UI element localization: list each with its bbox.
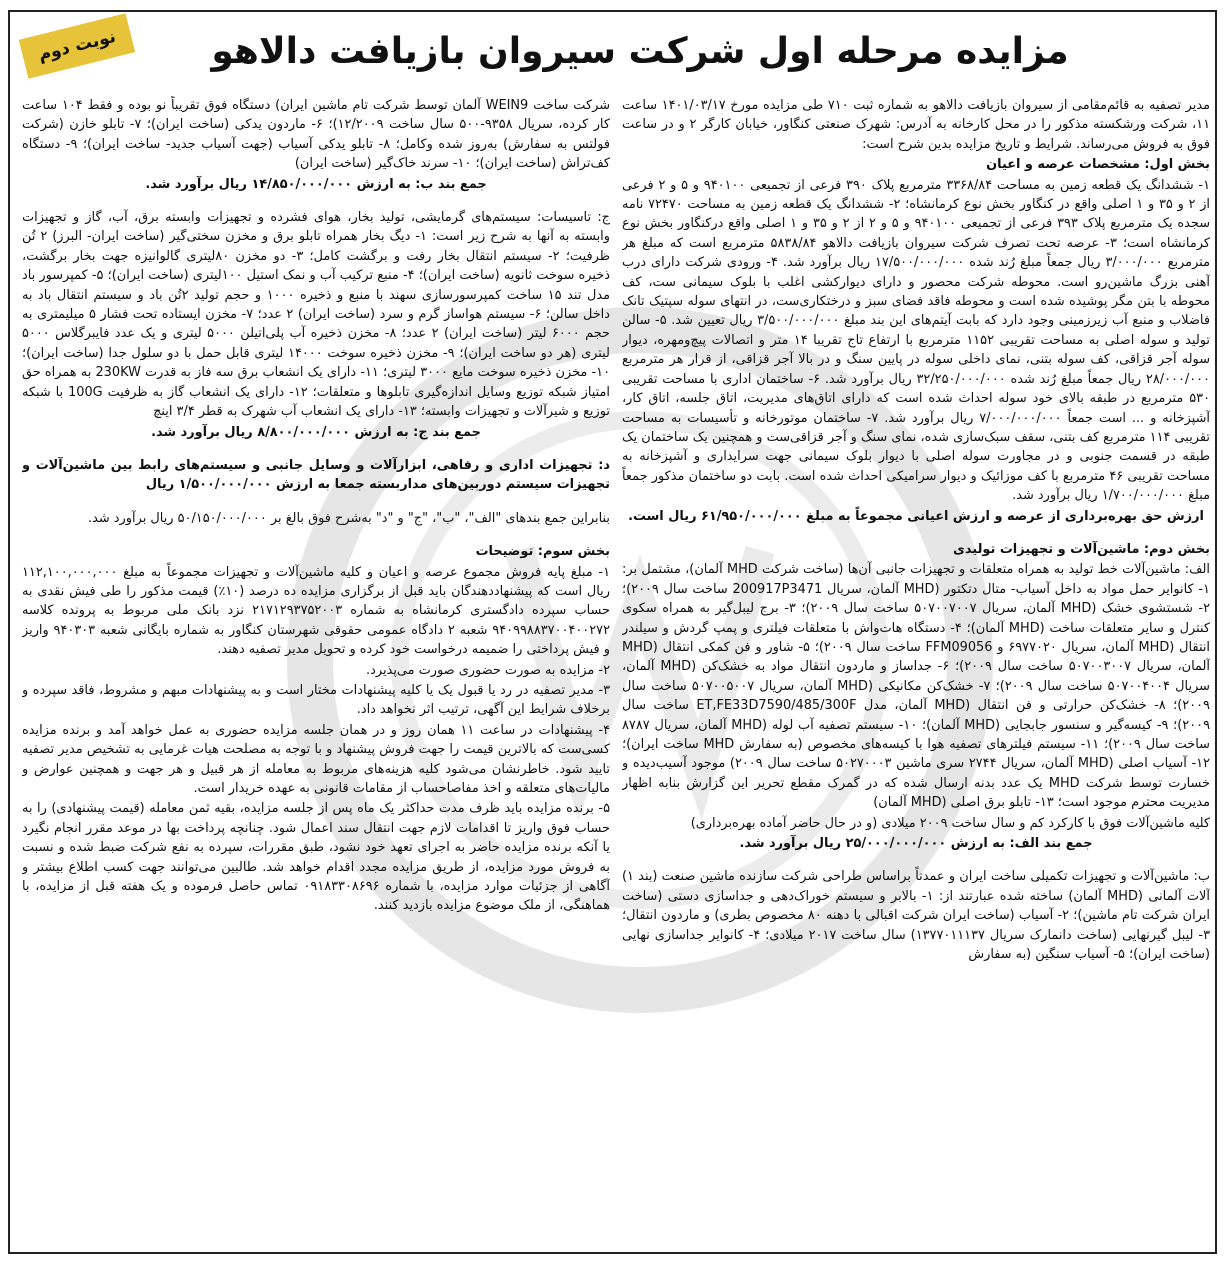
part-a-total: جمع بند الف: به ارزش ۲۵/۰۰۰/۰۰۰/۰۰۰ ریال برآورد شد.: [739, 836, 1093, 852]
intro-paragraph: مدیر تصفیه به قائم‌مقامی از سیروان بازیافت دالاهو به شماره ثبت ۷۱۰ طی مزایده مورخ ۱۴۰۱/۰۳/۱۷ ساعت ۱۱، شرکت ورشکسته مذکور را در محل کارخانه به آدرس: شهرک صنعتی کنگاور، خیابان کارگر ۲ و در ساعت فوق به فروش می‌رساند. شرایط و تاریخ مزایده بدین شرح است:: [622, 98, 1210, 152]
note-3: ۳- مدیر تصفیه در رد یا قبول یک یا کلیه پیشنهادات مختار است و به پیشنهادات مبهم و مشروط، فاقد سپرده و برخلاف شرایط این آگهی، ترتیب اثر نخواهد داد.: [22, 682, 610, 718]
machinery-note: کلیه ماشین‌آلات فوق با کارکرد کم و سال ساخت ۲۰۰۹ میلادی (و در حال حاضر آماده بهره‌برداری): [690, 815, 1210, 831]
page-title: مزایده مرحله اول شرکت سیروان بازیافت دالاهو: [211, 31, 1069, 72]
section-one-heading: بخش اول: مشخصات عرصه و اعیان: [986, 157, 1210, 173]
section-two-heading: بخش دوم: ماشین‌آلات و تجهیزات تولیدی: [953, 541, 1210, 557]
second-round-badge: نوبت دوم: [19, 13, 135, 78]
machinery-paragraph: الف: ماشین‌آلات خط تولید به همراه متعلقات و تجهیزات جانبی آن‌ها (ساخت شرکت MHD آلمان)، مشتمل بر: ۱- کانوایر حمل مواد به داخل آسیاب- متال دتکتور (MHD آلمان، سریال 200917P3471 ساخت سال ۲۰۰۹)؛ ۲- شستشوی خشک (MHD آلمان، سریال ۵۰۷۰۰۷۰۰۷ ساخت سال ۲۰۰۹)؛ ۳- برج لیبل‌گیر به همراه سکوی کنترل و سایر متعلقات ساخت (MHD آلمان)؛ ۴- دستگاه هات‌واش با متعلقات فیلتری و پمپ گردش و سیلندر انتقال (MHD آلمان، سریال ۶۹۷۷۰۲۰ و FFM09056 ساخت سال ۲۰۰۹)؛ ۵- شاور و فن کمکی انتقال (MHD آلمان، سریال ۵۰۷۰۰۳۰۰۷ ساخت سال ۲۰۰۹)؛ ۶- جداساز و ماردون انتقال مواد به خشک‌کن (MHD آلمان، سریال ۵۰۷۰۰۴۰۰۴ ساخت سال ۲۰۰۹)؛ ۷- خشک‌کن مکانیکی (MHD آلمان، سریال ۵۰۷۰۰۵۰۰۷ ساخت سال ۲۰۰۹)؛ ۸- خشک‌کن حرارتی و فن انتقال (MHD آلمان، مدل ET,FE33D7590/485/300F ساخت سال ۲۰۰۹)؛ ۹- کیسه‌گیر و سنسور جابجایی (MHD آلمان)؛ ۱۰- سیستم تصفیه آب لوله (MHD آلمان، سریال ۸۷۸۷ ساخت سال ۲۰۰۹)؛ ۱۱- سیستم فیلترهای تصفیه هوا با کیسه‌های مخصوص (به سفارش MHD ساخت ایران)؛ ۱۲- آسیاب اصلی (MHD آلمان، سریال ۲۷۴۴ سری ماشین ۵۰۲۷۰۰۰۳ ساخت سال ۲۰۰۹) موجود آسیب‌دیده و خسارت توسط شرکت MHD یک عدد بدنه ارسال شده که در گمرک مقطع تحریر این گزارش بنابه اظهار مدیریت محترم موجود است؛ ۱۳- تابلو برق اصلی (MHD آلمان): [622, 562, 1210, 811]
note-2: ۲- مزایده به صورت حضوری صورت می‌پذیرد.: [366, 662, 610, 678]
note-4: ۴- پیشنهادات در ساعت ۱۱ همان روز و در همان جلسه مزایده حضوری به عمل خواهد آمد و برنده مزایده کسی‌ست که بالاترین قیمت را جهت فروش پیشنهاد و با توجه به مصلحت هیات غرمایی به تشخیص مدیر تصفیه تایید شود. خاطرنشان می‌شود کلیه هزینه‌های مربوط به معامله از هر قبیل و هر جهت و همچنین عوارض و مالیات‌های متعلقه و اخذ مفاصاحساب از مقامات قانونی به عهده خریدار است.: [22, 722, 610, 796]
section-three-heading: بخش سوم: توضیحات: [475, 544, 610, 560]
land-buildings-paragraph: ۱- ششدانگ یک قطعه زمین به مساحت ۳۳۶۸/۸۴ مترمربع پلاک ۳۹۰ فرعی از تجمیعی ۹۴۰۱۰۰ و ۵ و ۲ فرعی از ۲ و ۳۵ و ۱ اصلی واقع در کنگاور بخش نوع کرمانشاه؛ ۲- ششدانگ یک قطعه زمین به مساحت ۷۲۴۷۰ نامه سجده یک مترمربع پلاک ۳۹۳ فرعی از تجمیعی ۹۴۰۱۰۰ و ۵ و ۲ از ۲ و ۳۵ و ۱ اصلی واقع درکنگاور بخش نوع کرمانشاه است؛ ۳- عرصه تحت تصرف شرکت سیروان بازیافت دالاهو ۵۸۳۸/۸۴ مترمربع است که مبلغ هر مترمربع ۳/۰۰۰/۰۰۰ ریال جمعاً مبلغ رُند شده ۱۷/۵۰۰/۰۰۰/۰۰۰ ریال برآورد شد. ۴- ورودی شرکت دارای درب آهنی بزرگ ماشین‌رو است. محوطه شرکت محصور و دارای دیوارکشی اغلب با بلوک سیمانی ست، کف محوطه با بتن مگر پوشیده شده است و محوطه فاقد فضای سبز و درختکاری‌ست، در انتهای سوله سپتیک تانک فاضلاب و منبع آب زیرزمینی وجود دارد که بابت آیتم‌های این بند مبلغ ۳/۵۰۰/۰۰۰/۰۰۰ ریال تعیین شد. ۵- سالن تولید و سوله اصلی به مساحت تقریبی ۱۱۵۲ مترمربع با ارتفاع تاج تقریبا ۱۴ متر و اتصالات پیچ‌ومهره، دیوار سوله آجر قزاقی، کف سوله بتنی، نمای داخلی سوله در پایین سنگ و در بالا آجر قزاقی، از قرار هر مترمربع ۲۸/۰۰۰/۰۰۰ ریال جمعاً مبلغ رُند شده ۳۲/۲۵۰/۰۰۰/۰۰۰ ریال برآورد شد. ۶- ساختمان اداری با مساحت تقریبی ۵۳۰ مترمربع در طبقه بالای خود سوله احداث شده است که دارای اتاق‌های مدیریت، اتاق جلسه، اتاق کار، آشپزخانه و ... است جمعاً ۷/۰۰۰/۰۰۰/۰۰۰ ریال برآورد شد. ۷- ساختمان موتورخانه و تأسیسات به مساحت تقریبی ۱۱۴ مترمربع کف بتنی، سقف سبک‌سازی شده، نمای سنگ و آجر قزاقی‌ست و همچنین یک ساختمان یک طبقه در قسمت جنوبی و در مجاورت سوله اصلی با دیوار بلوک سیمانی جهت سرایداری و آشپزخانه به مساحت تقریبی ۴۶ مترمربع با کف موزائیک و دیوار سرامیکی احداث شده است. بابت دو ساختمان مذکور جمعاً مبلغ ۱/۷۰۰/۰۰۰/۰۰۰ ریال برآورد شد.: [622, 177, 1210, 504]
note-5: ۵- برنده مزایده باید ظرف مدت حداکثر یک ماه پس از جلسه مزایده، بقیه ثمن معامله (قیمت پیشنهادی) را به حساب فوق واریز تا اقدامات لازم جهت انتقال سند اعمال شود. چنانچه پرداخت بها در موعد مقرر انجام نگیرد یا آنکه برنده مزایده حاضر به اجرای تعهد خود نشود، طبق مقررات، سپرده به نفع شرکت ضبط شده و نسبت به فروش مورد مزایده، از طریق مزایده مجدد اقدام خواهد شد. طالبین می‌توانند جهت کسب اطلاع بیشتر و آگاهی از جزئیات موارد مزایده، با شماره ۰۹۱۸۳۳۰۸۶۹۶ تماس حاصل فرموده و یک هفته قبل از مزایده، با هماهنگی، از ملک موضوع مزایده بازدید کنند.: [22, 801, 610, 914]
land-total: ارزش حق بهره‌برداری از عرصه و ارزش اعیانی مجموعاً به مبلغ ۶۱/۹۵۰/۰۰۰/۰۰۰ ریال است.: [628, 508, 1204, 524]
right-column: [622, 96, 1210, 1244]
part-c-total: جمع بند ج: به ارزش ۸/۸۰۰/۰۰۰/۰۰۰ ریال برآورد شد.: [151, 424, 481, 440]
part-b-paragraph: ب: ماشین‌آلات و تجهیزات تکمیلی ساخت ایران و عمدتاً براساس طراحی شرکت سازنده ماشین صنعت (بند ۱) آلات آلمانی (MHD آلمان) ساخته شده عبارتند از: ۱- بالابر و سیستم خوراک‌دهی و جداسازی دستی (ساخت ایران شرکت تام ماشین)؛ ۲- آسیاب (ساخت ایران شرکت اقبالی با دهنه ۸۰ مخصوص بطری) و ماردون انتقال؛ ۳- لیبل گیرنهایی (ساخت دانمارک سریال ۱۳۷۷۰۱۱۱۳۷) سال ساخت ۲۰۱۷ میلادی؛ ۴- کانوایر جداسازی نهایی (ساخت ایران)؛ ۵- آسیاب سنگین (به سفارش: [622, 869, 1210, 963]
part-b-continued: شرکت ساخت WEIN9 آلمان توسط شرکت تام ماشین ایران) دستگاه فوق تقریباً نو بوده و فقط ۱۰۴ ساعت کار کرده، سریال ۹۳۵۸-۵۰۰ سال ساخت ۱۲/۲۰۰۹)؛ ۶- ماردون یدکی (ساخت ایران)؛ ۷- تابلو خازن (شرکت فولتس به سفارش) به‌روز شده وکامل؛ ۸- تابلو یدکی آسیاب (جهت آسیاب جدید- ساخت ایران)؛ ۹- دستگاه کف‌تراش (ساخت ایران)؛ ۱۰- سرند خاک‌گیر (ساخت ایران): [22, 98, 610, 172]
part-d-paragraph: د: تجهیزات اداری و رفاهی، ابزارآلات و وسایل جانبی و سیستم‌های رابط بین ماشین‌آلات و تجهیزات سیستم دوربین‌های مداربسته جمعا به ارزش ۱/۵۰۰/۰۰۰/۰۰۰ ریال: [22, 457, 610, 493]
left-column: [22, 96, 610, 1244]
grand-total: بنابراین جمع بندهای "الف"، "ب"، "ج" و "د" به‌شرح فوق بالغ بر ۵۰/۱۵۰/۰۰۰/۰۰۰ ریال برآورد شد.: [88, 510, 610, 526]
part-c-paragraph: ج: تاسیسات: سیستم‌های گرمایشی، تولید بخار، هوای فشرده و تجهیزات وابسته برق، آب، گاز و تجهیزات وابسته به آنها به شرح زیر است: ۱- دیگ بخار همراه تابلو برق و مخزن سختی‌گیر (ساخت ایران- البرز) ۲ تُن ظرفیت؛ ۲- سیستم انتقال بخار رفت و برگشت کامل؛ ۳- دو مخزن ۸۰لیتری گالوانیزه جهت بخار برگشت، ذخیره سوخت ثانویه (ساخت ایران)؛ ۴- منبع ترکیب آب و نمک استیل ۱۰۰لیتری (ساخت ایران)؛ ۵- کمپرسور باد مدل تند ۱۵ ساخت کمپرسورسازی سهند با منبع و ذخیره ۱۰۰۰ و حجم تولید ۲تُن باد و سیستم انتقال باد به داخل سالن؛ ۶- سیستم هواساز گرم و سرد (ساخت ایران) ۲ عدد؛ ۷- مخزن ایستاده تحت فشار ۵ میلیمتری به حجم ۶۰۰۰ لیتر (ساخت ایران) ۲ عدد؛ ۸- مخزن ذخیره آب پلی‌اتیلن ۵۰۰۰ لیتری و یک عدد فایبرگلاس ۵۰۰۰ لیتری (هر دو ساخت ایران)؛ ۹- مخزن ذخیره سوخت ۱۴۰۰۰ لیتری قابل حمل با دو سلول جدا (ساخت ایران)؛ ۱۰- مخزن ذخیره سوخت مایع ۳۰۰۰ لیتری؛ ۱۱- دارای یک انشعاب برق سه فاز به قدرت 230KW به همراه حق امتیاز شبکه توزیع وسایل اندازه‌گیری تابلوها و متعلقات؛ ۱۲- دارای یک انشعاب گاز به ظرفیت 100G با شبکه توزیع و شیرآلات و تجهیزات وابسته؛ ۱۳- دارای یک انشعاب آب شهرک به قطر ۳/۴ اینچ: [22, 210, 610, 420]
part-b-total: جمع بند ب: به ارزش ۱۴/۸۵۰/۰۰۰/۰۰۰ ریال برآورد شد.: [145, 176, 487, 192]
note-1: ۱- مبلغ پایه فروش مجموع عرصه و اعیان و کلیه ماشین‌آلات و تجهیزات مجموعاً به مبلغ ۱۱۲,۱۰۰,۰۰۰,۰۰۰ ریال است که پیشنهاددهندگان باید قبل از برگزاری مزایده ده درصد (۱۰٪) قیمت مذکور را طی فیش نقدی به حساب سپرده دادگستری کرمانشاه به شماره ۲۱۷۱۲۹۳۷۵۲۰۰۳ نزد بانک ملی مربوط به پرونده کلاسه ۹۴۰۹۹۸۸۳۷۰۰۴۰۰۲۷۲ شعبه ۲ دادگاه عمومی حقوقی شهرستان کنگاور به شماره بایگانی شعبه ۹۴۰۳۰۳ واریز و فیش پرداختی را ضمیمه درخواست خود کرده و تحویل مدیر تصفیه دهند.: [22, 564, 610, 658]
